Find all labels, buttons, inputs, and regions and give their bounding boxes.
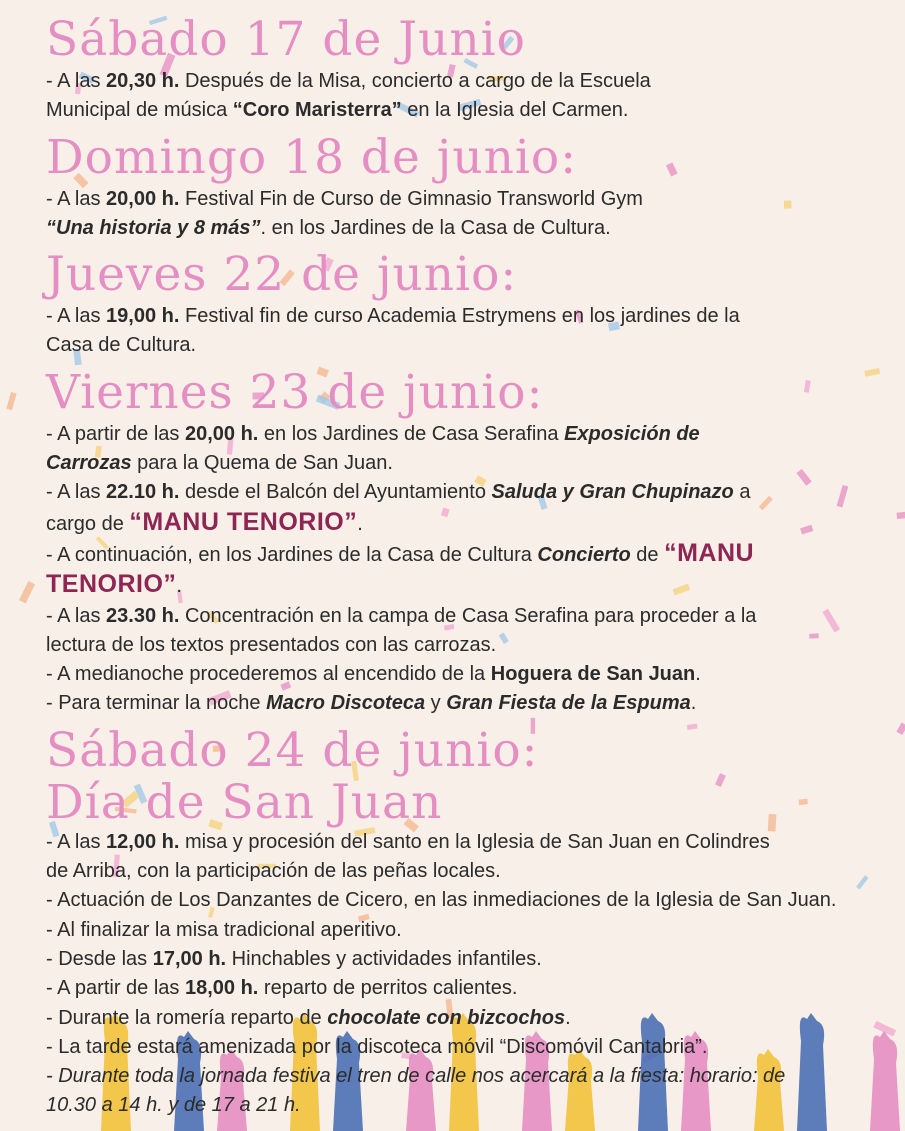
event-text: - A las xyxy=(46,187,107,210)
event-text: . en los Jardines de la Casa de Cultura. xyxy=(260,216,611,239)
event-line xyxy=(46,1091,886,1120)
event-text: 20,00 h. xyxy=(184,422,259,445)
event-text: Festival Fin de Curso de Gimnasio Transworld Gym xyxy=(179,187,643,210)
event-text: . xyxy=(690,692,697,715)
event-text: Concierto xyxy=(537,543,631,566)
event-text: - A las xyxy=(46,305,107,328)
event-text: a xyxy=(733,481,751,504)
event-text: Concentración en la campa de Casa Serafina para proceder a la xyxy=(179,604,757,627)
event-text: . xyxy=(695,663,701,686)
event-text: en los Jardines de Casa Serafina xyxy=(258,422,565,445)
event-text: 23.30 h. xyxy=(106,604,180,627)
event-text: Gran Fiesta de la Espuma xyxy=(446,692,691,715)
event-text: de Arriba, con la participación de las peñas locales. xyxy=(46,860,501,883)
event-text: en la Iglesia del Carmen. xyxy=(401,99,629,122)
event-text: Exposición de xyxy=(564,422,700,445)
event-text: cargo de xyxy=(46,512,130,535)
event-text: - A partir de las xyxy=(46,422,185,445)
event-text: Hoguera de San Juan xyxy=(490,663,696,686)
event-text: desde el Balcón del Ayuntamiento xyxy=(179,481,492,504)
event-text: chocolate con bizcochos xyxy=(327,1006,566,1029)
event-text: - Actuación de Los Danzantes de Cicero, en las inmediaciones de la Iglesia de San Juan. xyxy=(46,889,837,912)
event-text: - La tarde estará amenizada por la discoteca móvil “Discomóvil Cantabria”. xyxy=(46,1035,708,1058)
day-subheading: Día de San Juan xyxy=(46,774,443,830)
event-line xyxy=(46,916,886,945)
artist-name: “MANU TENORIO” xyxy=(129,507,358,536)
event-line xyxy=(46,214,886,243)
day-heading: Sábado 24 de junio: xyxy=(46,722,539,778)
event-text: reparto de perritos calientes. xyxy=(258,977,518,1000)
event-text: Casa de Cultura. xyxy=(46,334,197,357)
event-text: . xyxy=(357,512,363,535)
event-line xyxy=(46,1004,886,1033)
event-line xyxy=(46,570,886,601)
event-line xyxy=(46,886,886,915)
event-line xyxy=(46,1033,886,1062)
day-events xyxy=(46,67,886,126)
event-line xyxy=(46,660,886,689)
event-text: Hinchables y actividades infantiles. xyxy=(226,947,542,970)
event-text: Municipal de música xyxy=(46,99,233,122)
event-text: - A las xyxy=(46,70,107,92)
event-text: 22.10 h. xyxy=(106,481,180,504)
event-line xyxy=(46,945,886,974)
event-text: . xyxy=(176,575,182,598)
event-line xyxy=(46,602,886,631)
event-line xyxy=(46,689,886,718)
event-text: . xyxy=(565,1006,571,1029)
event-text: - Desde las xyxy=(46,947,153,970)
event-text: - A partir de las xyxy=(46,977,185,1000)
confetti-piece xyxy=(6,392,16,410)
event-line xyxy=(46,331,886,360)
event-text: Festival fin de curso Academia Estrymens en los jardines de la xyxy=(179,305,740,328)
day-heading: Sábado 17 de Junio xyxy=(46,12,526,67)
event-line xyxy=(46,420,886,449)
event-text: - Durante la romería reparto de xyxy=(46,1006,328,1029)
event-text: 20,00 h. xyxy=(106,187,180,210)
event-program xyxy=(46,12,886,1125)
event-text: Después de la Misa, concierto a cargo de la Escuela xyxy=(179,70,651,92)
event-text: para la Quema de San Juan. xyxy=(131,452,393,475)
event-text: Carrozas xyxy=(46,452,132,475)
event-text: - A las xyxy=(46,604,107,627)
day-events xyxy=(46,185,886,244)
event-text: - A las xyxy=(46,481,107,504)
event-line xyxy=(46,302,886,331)
event-text: - A medianoche procederemos al encendido de la xyxy=(46,663,491,686)
event-line xyxy=(46,478,886,507)
event-text: “Coro Maristerra” xyxy=(232,99,402,122)
event-text: misa y procesión del santo en la Iglesia de San Juan en Colindres xyxy=(179,830,770,853)
event-text: Macro Discoteca xyxy=(266,692,426,715)
artist-name: TENORIO” xyxy=(46,570,177,599)
event-line xyxy=(46,449,886,478)
event-text: 19,00 h. xyxy=(106,305,180,328)
event-line xyxy=(46,67,886,96)
event-text: lectura de los textos presentados con las carrozas. xyxy=(46,633,497,656)
event-line xyxy=(46,857,886,886)
event-text: 12,00 h. xyxy=(106,830,180,853)
event-line xyxy=(46,539,886,570)
event-text: - A continuación, en los Jardines de la Casa de Cultura xyxy=(46,543,538,566)
confetti-piece xyxy=(896,723,905,735)
event-line xyxy=(46,828,886,857)
day-events xyxy=(46,420,886,719)
day-events xyxy=(46,828,886,1121)
event-line xyxy=(46,1062,886,1091)
event-text: “Una historia y 8 más” xyxy=(46,216,261,239)
event-text: de xyxy=(630,543,665,566)
event-line xyxy=(46,974,886,1003)
event-text: 18,00 h. xyxy=(184,977,259,1000)
confetti-piece xyxy=(897,511,905,520)
event-text: 10.30 a 14 h. y de 17 a 21 h. xyxy=(46,1094,301,1117)
day-heading: Domingo 18 de junio: xyxy=(46,129,578,185)
event-text: y xyxy=(425,692,447,715)
day-heading: Viernes 23 de junio: xyxy=(46,364,544,420)
confetti-piece xyxy=(19,581,35,603)
event-text: - Para terminar la noche xyxy=(46,692,267,715)
artist-name: “MANU xyxy=(664,538,755,567)
event-line xyxy=(46,96,886,125)
event-text: - Al finalizar la misa tradicional aperitivo. xyxy=(46,918,402,941)
event-line xyxy=(46,185,886,214)
day-events xyxy=(46,302,886,361)
event-text: 20,30 h. xyxy=(106,70,180,92)
event-text: 17,00 h. xyxy=(152,947,227,970)
event-text: Saluda y Gran Chupinazo xyxy=(491,481,734,504)
event-line xyxy=(46,631,886,660)
day-heading: Jueves 22 de junio: xyxy=(46,247,518,303)
event-line xyxy=(46,508,886,539)
event-text: - Durante toda la jornada festiva el tren de calle nos acercará a la fiesta: horario: de xyxy=(46,1065,786,1088)
event-text: - A las xyxy=(46,830,107,853)
